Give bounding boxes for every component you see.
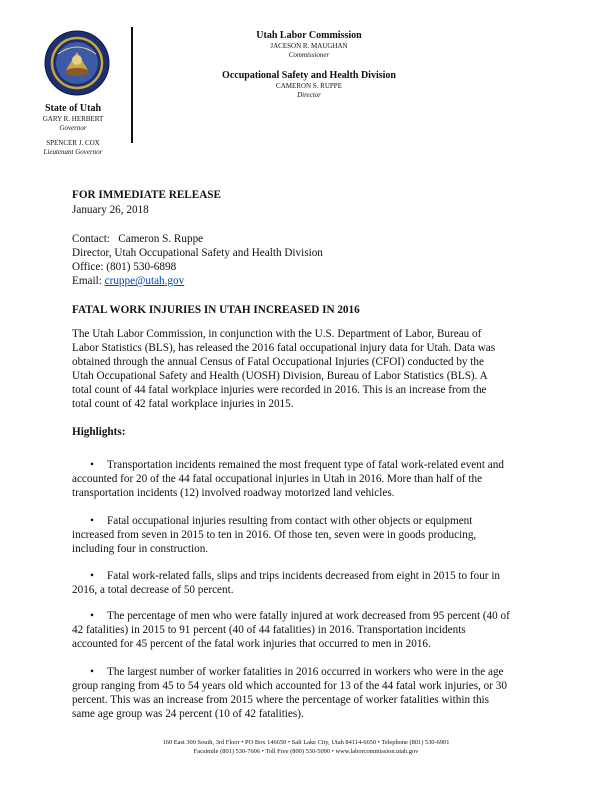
contact-office: Office: (801) 530-6898 [72,261,177,273]
letterhead-divider [131,27,133,143]
commissioner-name: JACESON R. MAUGHAN [270,42,348,50]
bullet-item [72,458,542,500]
lt-governor-title: Lieutenant Governor [43,148,103,156]
bullet-line: transportation incidents (12) involved roadway motorized land vehicles. [72,487,395,499]
bullet-line: 42 fatalities) in 2015 to 91 percent (40 of 44 fatalities) in 2016. Transportation incidents [72,624,466,636]
footer-contact: Facsimile (801) 530-7606 • Toll Free (800) 530-5090 • www.laborcommission.utah.gov [193,748,419,755]
bullet-icon: • [90,570,94,582]
release-heading: FOR IMMEDIATE RELEASE [72,189,221,201]
bullet-line: accounted for 45 percent of the fatal work injuries that occurred to men in 2016. [72,638,431,650]
email-link[interactable]: cruppe@utah.gov [104,275,185,287]
state-seal-icon [44,30,110,96]
bullet-item [72,514,542,556]
commissioner-title: Commissioner [288,51,330,59]
director-name: CAMERON S. RUPPE [276,82,342,90]
intro-line: total count of 44 fatal workplace injuries were recorded in 2016. This is an increase from the [72,384,487,396]
division-name: Occupational Safety and Health Division [222,70,396,81]
bullet-line: Fatal occupational injuries resulting from contact with other objects or equipment [107,515,473,527]
contact-name: Contact: Cameron S. Ruppe [72,233,204,245]
footer [60,738,552,756]
bullet-line: The percentage of men who were fatally injured at work decreased from 95 percent (40 of [107,610,510,622]
bullet-item [72,609,542,651]
release-date: January 26, 2018 [72,204,149,216]
bullet-line: percent. This was an increase from 2015 where the percentage of worker fatalities within this [72,694,489,706]
bullet-line: 2016, a total decrease of 50 percent. [72,584,234,596]
headline: FATAL WORK INJURIES IN UTAH INCREASED IN 2016 [72,304,360,316]
bullet-line: The largest number of worker fatalities in 2016 occurred in workers who were in the age [107,666,504,678]
governor-title: Governor [59,124,87,132]
governor-name: GARY R. HERBERT [42,115,104,123]
bullet-icon: • [90,610,94,622]
letterhead [160,30,458,100]
bullet-icon: • [90,515,94,527]
intro-line: obtained through the annual Census of Fatal Occupational Injuries (CFOI) conducted by the [72,356,484,368]
state-block [20,103,126,157]
bullet-icon: • [90,666,94,678]
org-name: Utah Labor Commission [256,30,362,41]
footer-address: 160 East 300 South, 3rd Floor • PO Box 146650 • Salt Lake City, Utah 84114-6650 • Telephone (801) 530-6901 [162,739,450,746]
intro-line: total count of 42 fatal workplace injuries in 2015. [72,398,294,410]
bullet-item [72,665,542,721]
director-title: Director [297,91,321,99]
lt-governor-name: SPENCER J. COX [46,139,100,147]
bullet-icon: • [90,459,94,471]
email-label: Email: [72,275,105,287]
bullet-line: including four in construction. [72,543,209,555]
contact-email-line [72,274,184,288]
intro-line: Utah Occupational Safety and Health (UOSH) Division, Bureau of Labor Statistics (BLS). A [72,370,488,382]
intro-line: The Utah Labor Commission, in conjunction with the U.S. Department of Labor, Bureau of [72,328,482,340]
bullet-line: Fatal work-related falls, slips and trips incidents decreased from eight in 2015 to four in [107,570,501,582]
bullet-line: same age group was 24 percent (10 of 42 fatalities). [72,708,304,720]
intro-line: Labor Statistics (BLS), has released the 2016 fatal occupational injury data for Utah. Data was [72,342,496,354]
bullet-item [72,569,542,597]
bullet-line: increased from seven in 2015 to ten in 2016. Of those ten, seven were in goods producing, [72,529,477,541]
bullet-line: group ranging from 45 to 54 years old which accounted for 13 of the 44 fatal work injuries, or 30 [72,680,507,692]
intro-paragraph [72,327,542,411]
bullet-line: Transportation incidents remained the most frequent type of fatal work-related event and [107,459,504,471]
bullet-line: accounted for 20 of the 44 fatal occupational injuries in Utah in 2016. More than half of the [72,473,483,485]
state-title: State of Utah [44,103,102,114]
highlights-heading: Highlights: [72,426,126,438]
contact-title: Director, Utah Occupational Safety and Health Division [72,247,323,259]
